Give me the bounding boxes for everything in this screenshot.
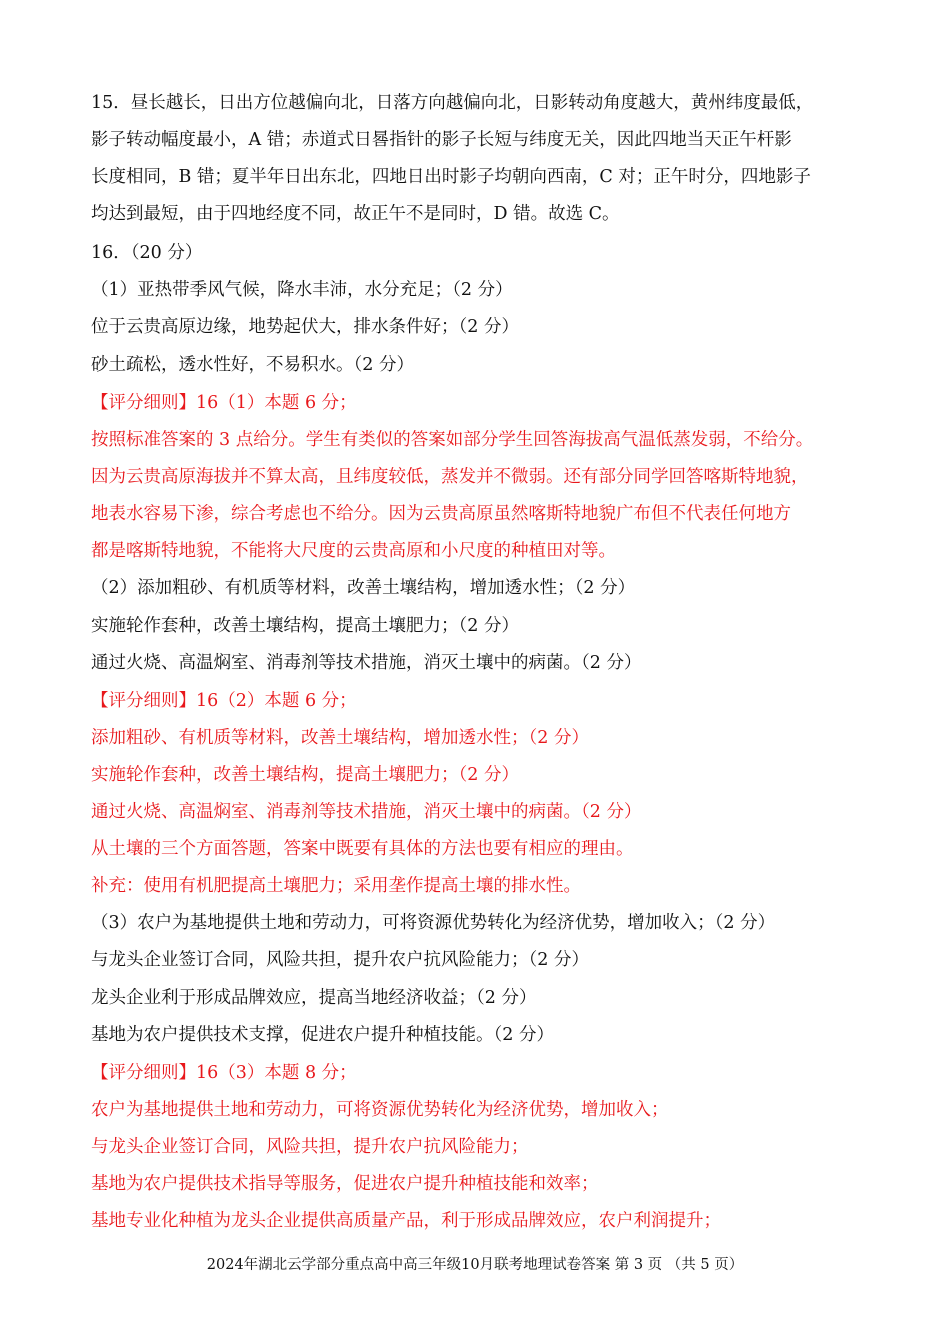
rubric-2-line-5: 补充：使用有机肥提高土壤肥力；采用垄作提高土壤的排水性。: [91, 876, 581, 896]
rubric-3-line-2: 与龙头企业签订合同，风险共担，提升农户抗风险能力；: [91, 1137, 529, 1157]
rubric-3-line-1: 农户为基地提供土地和劳动力，可将资源优势转化为经济优势，增加收入；: [91, 1100, 669, 1120]
part-3-line-3: 龙头企业利于形成品牌效应，提高当地经济收益；（2 分）: [91, 988, 537, 1008]
rubric-2-line-2: 实施轮作套种，改善土壤结构，提高土壤肥力；（2 分）: [91, 765, 519, 785]
rubric-1-line-2: 因为云贵高原海拔并不算太高，且纬度较低，蒸发并不微弱。还有部分同学回答喀斯特地貌，: [91, 467, 809, 487]
part-2-line-3: 通过火烧、高温焖室、消毒剂等技术措施，消灭土壤中的病菌。（2 分）: [91, 653, 642, 673]
part-1-line-1: （1）亚热带季风气候，降水丰沛，水分充足；（2 分）: [91, 280, 513, 300]
part-3-line-2: 与龙头企业签订合同，风险共担，提升农户抗风险能力；（2 分）: [91, 950, 589, 970]
answer-15-line-3: 长度相同，B 错；夏半年日出东北，四地日出时影子均朝向西南，C 对；正午时分，四地影子: [91, 167, 811, 187]
rubric-1-line-3: 地表水容易下渗，综合考虑也不给分。因为云贵高原虽然喀斯特地貌广布但不代表任何地方: [91, 504, 791, 524]
rubric-2-line-1: 添加粗砂、有机质等材料，改善土壤结构，增加透水性；（2 分）: [91, 728, 589, 748]
part-1-line-3: 砂土疏松，透水性好，不易积水。（2 分）: [91, 355, 414, 375]
answer-15-line-2: 影子转动幅度最小，A 错；赤道式日晷指针的影子长短与纬度无关，因此四地当天正午杆影: [91, 130, 792, 150]
part-2-line-1: （2）添加粗砂、有机质等材料，改善土壤结构，增加透水性；（2 分）: [91, 578, 636, 598]
part-2-line-2: 实施轮作套种，改善土壤结构，提高土壤肥力；（2 分）: [91, 616, 519, 636]
rubric-2-line-3: 通过火烧、高温焖室、消毒剂等技术措施，消灭土壤中的病菌。（2 分）: [91, 802, 642, 822]
rubric-3-line-4: 基地专业化种植为龙头企业提供高质量产品，利于形成品牌效应，农户利润提升；: [91, 1211, 721, 1231]
rubric-1-line-4: 都是喀斯特地貌，不能将大尺度的云贵高原和小尺度的种植田对等。: [91, 541, 616, 561]
rubric-3-heading: 【评分细则】16（3）本题 8 分；: [91, 1063, 357, 1083]
part-3-line-4: 基地为农户提供技术支撑，促进农户提升种植技能。（2 分）: [91, 1025, 554, 1045]
rubric-2-line-4: 从土壤的三个方面答题，答案中既要有具体的方法也要有相应的理由。: [91, 839, 634, 859]
part-3-line-1: （3）农户为基地提供土地和劳动力，可将资源优势转化为经济优势，增加收入；（2 分）: [91, 913, 776, 933]
part-1-line-2: 位于云贵高原边缘，地势起伏大，排水条件好；（2 分）: [91, 317, 519, 337]
rubric-3-line-3: 基地为农户提供技术指导等服务，促进农户提升种植技能和效率；: [91, 1174, 599, 1194]
answer-15-line-1: 15．昼长越长，日出方位越偏向北，日落方向越偏向北，日影转动角度越大，黄州纬度最低，: [91, 93, 814, 113]
page-footer: 2024年湖北云学部分重点高中高三年级10月联考地理试卷答案 第 3 页 （共 5 页）: [206, 1257, 744, 1273]
rubric-1-line-1: 按照标准答案的 3 点给分。学生有类似的答案如部分学生回答海拔高气温低蒸发弱，不给分。: [91, 430, 814, 450]
rubric-1-heading: 【评分细则】16（1）本题 6 分；: [91, 393, 357, 413]
rubric-2-heading: 【评分细则】16（2）本题 6 分；: [91, 691, 357, 711]
question-16-header: 16．（20 分）: [91, 243, 203, 263]
answer-15-line-4: 均达到最短，由于四地经度不同，故正午不是同时，D 错。故选 C。: [91, 204, 620, 224]
